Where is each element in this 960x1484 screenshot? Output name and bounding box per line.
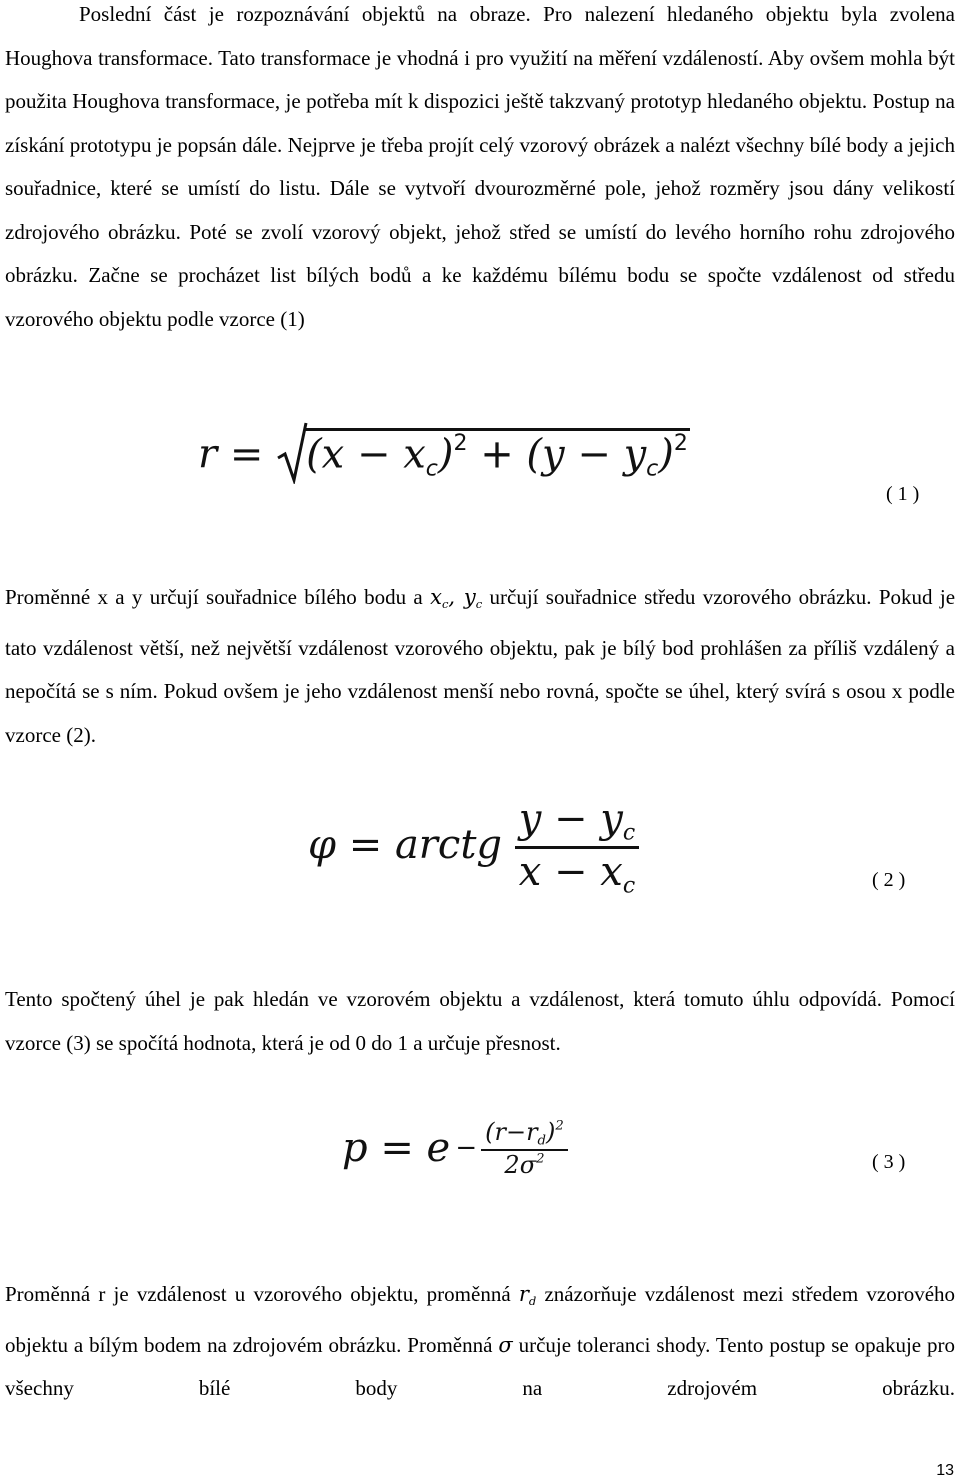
equation-2	[308, 796, 639, 898]
equation-3	[342, 1118, 568, 1179]
equation-3-number: ( 3 )	[872, 1151, 906, 1173]
symbol-rd: $r_d$	[518, 1282, 537, 1309]
symbol-sigma: σ	[498, 1332, 513, 1357]
equation-1-number: ( 1 )	[886, 483, 920, 505]
paragraph-variables: Proměnné x a y určují souřadnice bílého bodu a $x_c$, $y_c$ určují souřadnice středu vzorového obrázku. Pokud je tato vzdálenost větší, než největší vzdálenost vzorového objektu, pak je bílý bod prohlášen za příliš vzdálený a nepočítá se s ním. Pokud ovšem je jeho vzdálenost menší nebo rovná, spočte se úhel, který svírá s osou x podle vzorce (2).	[5, 585, 956, 747]
paragraph-tolerance: Proměnná r je vzdálenost u vzorového objektu, proměnná $r_d$ znázorňuje vzdálenost mezi středem vzorového objektu a bílým bodem na zdrojovém obrázku. Proměnná σ určuje toleranci shody. Tento postup se opakuje pro všechny bílé body na zdrojovém obrázku.	[5, 1282, 956, 1401]
page-number: 13	[936, 1462, 954, 1479]
equation-2-number: ( 2 )	[872, 869, 906, 891]
symbol-xc: $x_c$, $y_c$	[430, 585, 483, 612]
eq1-lhs: r =	[198, 431, 264, 478]
eq2-lhs: φ = arctg	[308, 822, 503, 869]
equation-1	[198, 428, 690, 481]
sqrt-sign-icon	[276, 420, 308, 484]
eq1-sqrt: $(x - x_c)^2 + (y - y_c)^2$	[276, 428, 690, 481]
eq3-exponent: − $\frac{(r-r_d)^2}{2\sigma^2}$	[455, 1118, 567, 1179]
paragraph-angle: Tento spočtený úhel je pak hledán ve vzorovém objektu a vzdálenost, která tomuto úhlu odpovídá. Pomocí vzorce (3) se spočítá hodnota, která je od 0 do 1 a určuje přesnost.	[5, 987, 955, 1055]
paragraph-intro: Poslední část je rozpoznávání objektů na obraze. Pro nalezení hledaného objektu byla zvolena Houghova transformace. Tato transformace je vhodná i pro využití na měření vzdáleností. Aby ovšem mohla být použita Houghova transformace, je potřeba mít k dispozici ještě takzvaný prototyp hledaného objektu. Postup na získání prototypu je popsán dále. Nejprve je třeba projít celý vzorový obrázek a nalézt všechny bílé body a jejich souřadnice, které se umístí do listu. Dále se vytvoří dvourozměrné pole, jehož rozměry jsou dány velikostí zdrojového obrázku. Poté se zvolí vzorový objekt, jehož střed se umístí do levého horního rohu zdrojového obrázku. Začne se procházet list bílých bodů a ke každému bílému bodu se spočte vzdálenost od středu vzorového objektu podle vzorce (1)	[5, 2, 955, 331]
eq2-fraction: $\frac{y - y_c}{x - x_c}$	[515, 796, 639, 898]
eq3-lhs: p = e	[342, 1125, 451, 1171]
